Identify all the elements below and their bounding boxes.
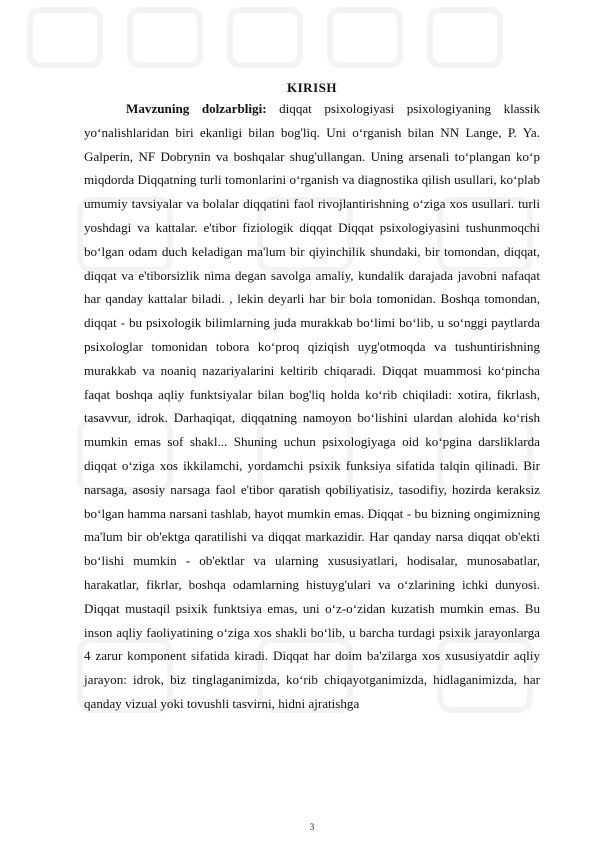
page-number: 3 xyxy=(309,822,315,832)
document-heading: KIRISH xyxy=(287,80,337,95)
lead-term: Mavzuning dolzarbligi: xyxy=(126,101,267,116)
body-paragraph xyxy=(84,97,540,716)
paragraph-text: diqqat psixologiyasi psixologiyaning klassik yo‘nalishlaridan biri ekanligi bilan bog'liq. Uni o‘rganish bilan NN Lange, P. Ya. Galperin, NF Dobrynin va boshqalar shug'ullangan. Uning arsenali to‘plangan ko‘p miqdorda Diqqatning turli tomonlarini o‘rganish va diagnostika qilish usullari, ko‘plab umumiy tavsiyalar va bolalar diqqatini faol rivojlantirishning o‘ziga xos usullari. turli yoshdagi va kattalar. e'tibor fiziologik diqqat Diqqat psixologiyasini tushunmoqchi bo‘lgan odam duch keladigan ma'lum bir qiyinchilik shundaki, bir tomondan, diqqat, diqqat va e'tiborsizlik nima degan savolga amaliy, kundalik darajada javobni nafaqat har qanday kattalar biladi. , lekin deyarli har bir bola tomonidan. Boshqa tomondan, diqqat - bu psixologik bilimlarning juda murakkab bo‘limi bo‘lib, u so‘nggi paytlarda psixologlar tomonidan tobora ko‘proq qiziqish uyg'otmoqda va tushuntirishning murakkab va noaniq nazariyalarini keltirib chiqaradi. Diqqat muammosi ko‘pincha faqat boshqa aqliy funktsiyalar bilan bog'liq holda ko‘rib chiqiladi: xotira, fikrlash, tasavvur, idrok. Darhaqiqat, diqqatning namoyon bo‘lishini ulardan alohida ko‘rish mumkin emas sof shakl... Shuning uchun psixologiyaga oid ko‘pgina darsliklarda diqqat o‘ziga xos ikkilamchi, yordamchi psixik funksiya sifatida talqin qilinadi. Bir narsaga, asosiy narsaga faol e'tibor qaratish qobiliyatisiz, tasodifiy, hozirda keraksiz bo‘lgan hamma narsani tashlab, hayot mumkin emas. Diqqat - bu bizning ongimizning ma'lum bir ob'ektga qaratilishi va diqqat markazidir. Har qanday narsa diqqat ob'ekti bo‘lishi mumkin - ob'ektlar va ularning xususiyatlari, hodisalar, munosabatlar, harakatlar, fikrlar, boshqa odamlarning histuyg'ulari va o‘zlarining ichki dunyosi. Diqqat mustaqil psixik funktsiya emas, uni o‘z-o‘zidan kuzatish mumkin emas. Bu inson aqliy faoliyatining o‘ziga xos shakli bo‘lib, u barcha turdagi psixik jarayonlarga 4 zarur komponent sifatida kiradi. Diqqat har doim ba'zilarga xos xususiyatdir aqliy jarayon: idrok, biz tinglaganimizda, ko‘rib chiqayotganimizda, hidlaganimizda, har qanday vizual yoki tovushli tasvirni, hidni ajratishga xyxy=(84,101,540,711)
